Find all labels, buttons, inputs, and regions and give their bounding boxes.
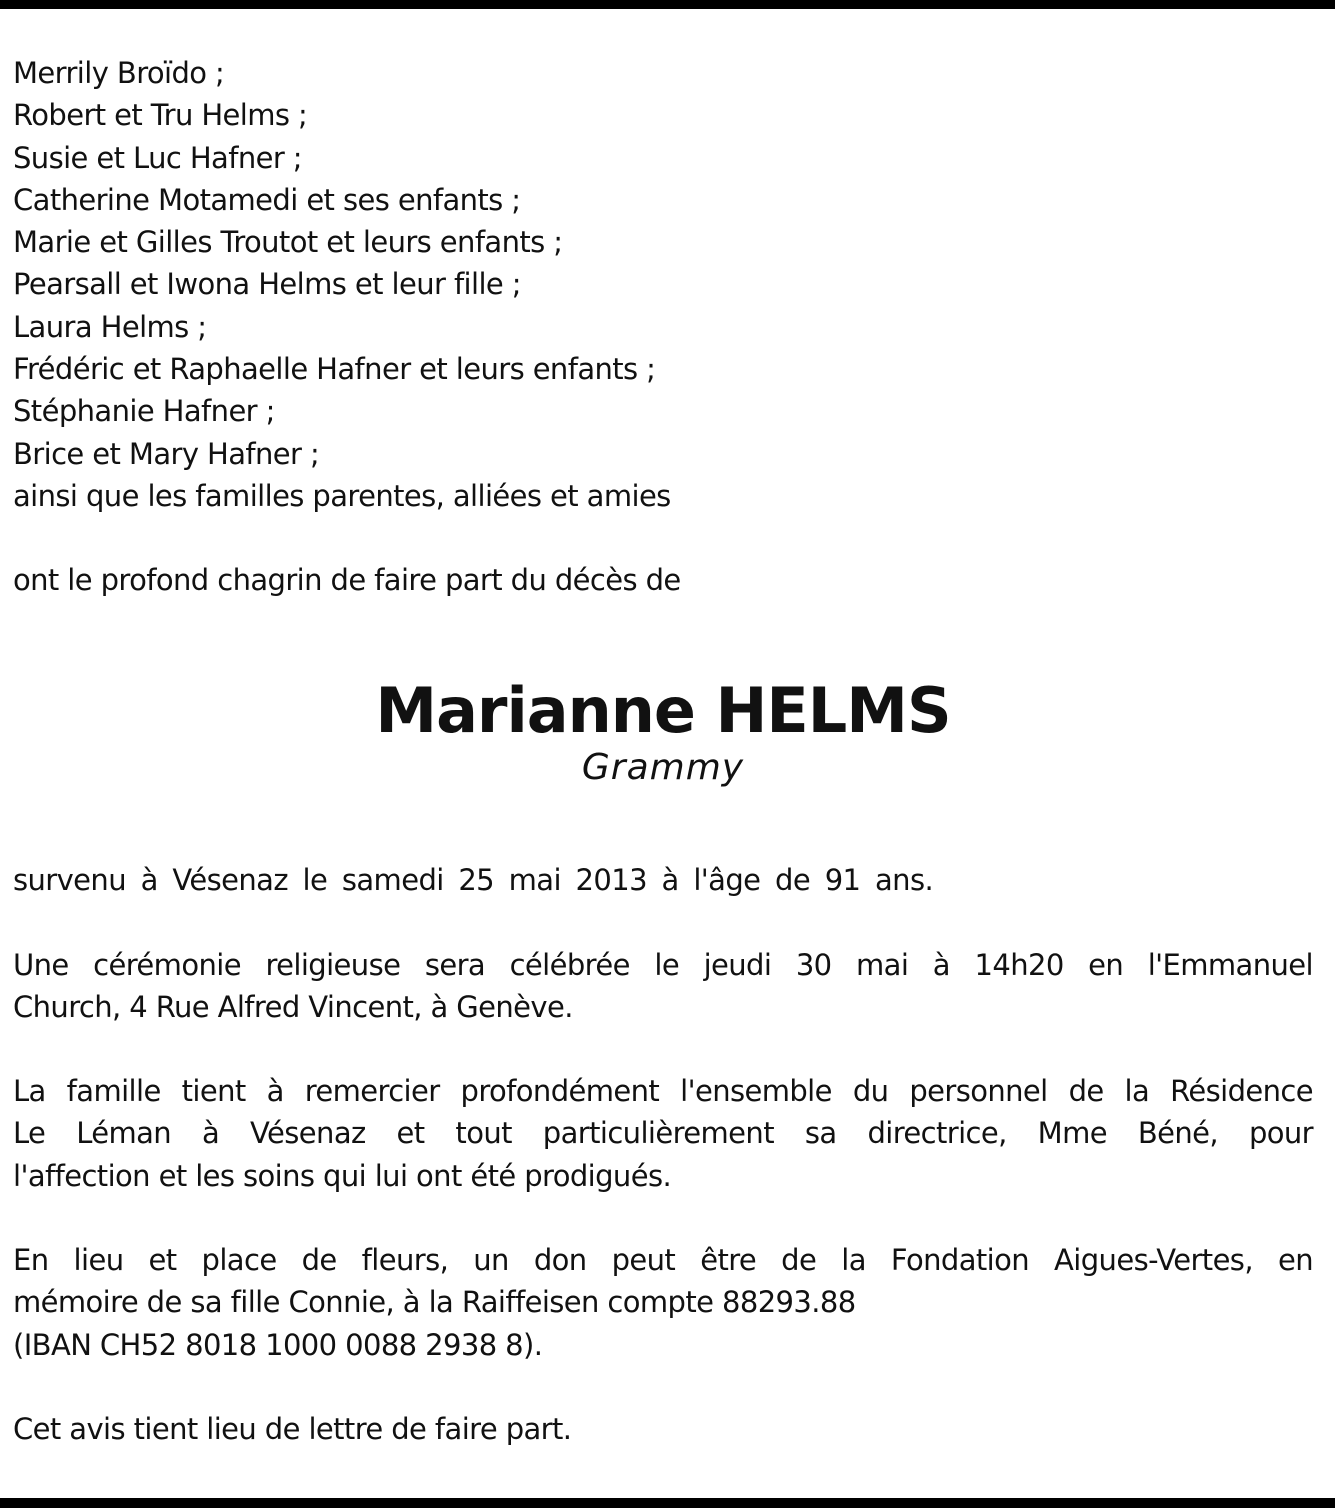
death-notice-paragraph: survenu à Vésenaz le samedi 25 mai 2013 à l'âge de 91 ans.	[13, 863, 934, 898]
mourner-line: Catherine Motamedi et ses enfants ;	[13, 182, 521, 217]
deceased-name: Marianne HELMS	[375, 674, 951, 748]
ceremony-paragraph	[13, 944, 1313, 1029]
thanks-line: Le Léman à Vésenaz et tout particulièrement sa directrice, Mme Béné, pour	[13, 1116, 1313, 1151]
mourner-line: Merrily Broïdo ;	[13, 56, 225, 90]
mourner-line: Robert et Tru Helms ;	[13, 98, 308, 133]
deceased-nickname: Grammy	[581, 747, 745, 789]
ceremony-line: Church, 4 Rue Alfred Vincent, à Genève.	[13, 989, 573, 1024]
donation-paragraph	[13, 1239, 1313, 1366]
mourner-line: Marie et Gilles Troutot et leurs enfants ;	[13, 225, 563, 260]
donation-line: (IBAN CH52 8018 1000 0088 2938 8).	[13, 1327, 543, 1362]
ceremony-line: Une cérémonie religieuse sera célébrée le jeudi 30 mai à 14h20 en l'Emmanuel	[13, 947, 1313, 982]
mourners-list	[13, 52, 1313, 517]
mourner-line: ainsi que les familles parentes, alliées et amies	[13, 478, 671, 513]
thanks-line: La famille tient à remercier profondément l'ensemble du personnel de la Résidence	[13, 1074, 1313, 1109]
closing-paragraph: Cet avis tient lieu de lettre de faire part.	[13, 1411, 572, 1446]
mourner-line: Stéphanie Hafner ;	[13, 394, 275, 429]
obituary-notice	[13, 52, 1313, 1450]
mourner-line: Susie et Luc Hafner ;	[13, 140, 302, 175]
deceased-block	[13, 675, 1313, 789]
bottom-border-rule	[0, 1498, 1335, 1508]
intro-text: ont le profond chagrin de faire part du décès de	[13, 563, 681, 598]
thanks-line: l'affection et les soins qui lui ont été prodigués.	[13, 1158, 672, 1193]
mourner-line: Frédéric et Raphaelle Hafner et leurs enfants ;	[13, 352, 656, 387]
top-border-rule	[0, 0, 1335, 9]
donation-line: En lieu et place de fleurs, un don peut être de la Fondation Aigues-Vertes, en	[13, 1243, 1313, 1278]
mourner-line: Brice et Mary Hafner ;	[13, 436, 320, 471]
thanks-paragraph	[13, 1070, 1313, 1197]
donation-line: mémoire de sa fille Connie, à la Raiffeisen compte 88293.88	[13, 1285, 856, 1320]
mourner-line: Laura Helms ;	[13, 309, 207, 344]
mourner-line: Pearsall et Iwona Helms et leur fille ;	[13, 267, 521, 302]
